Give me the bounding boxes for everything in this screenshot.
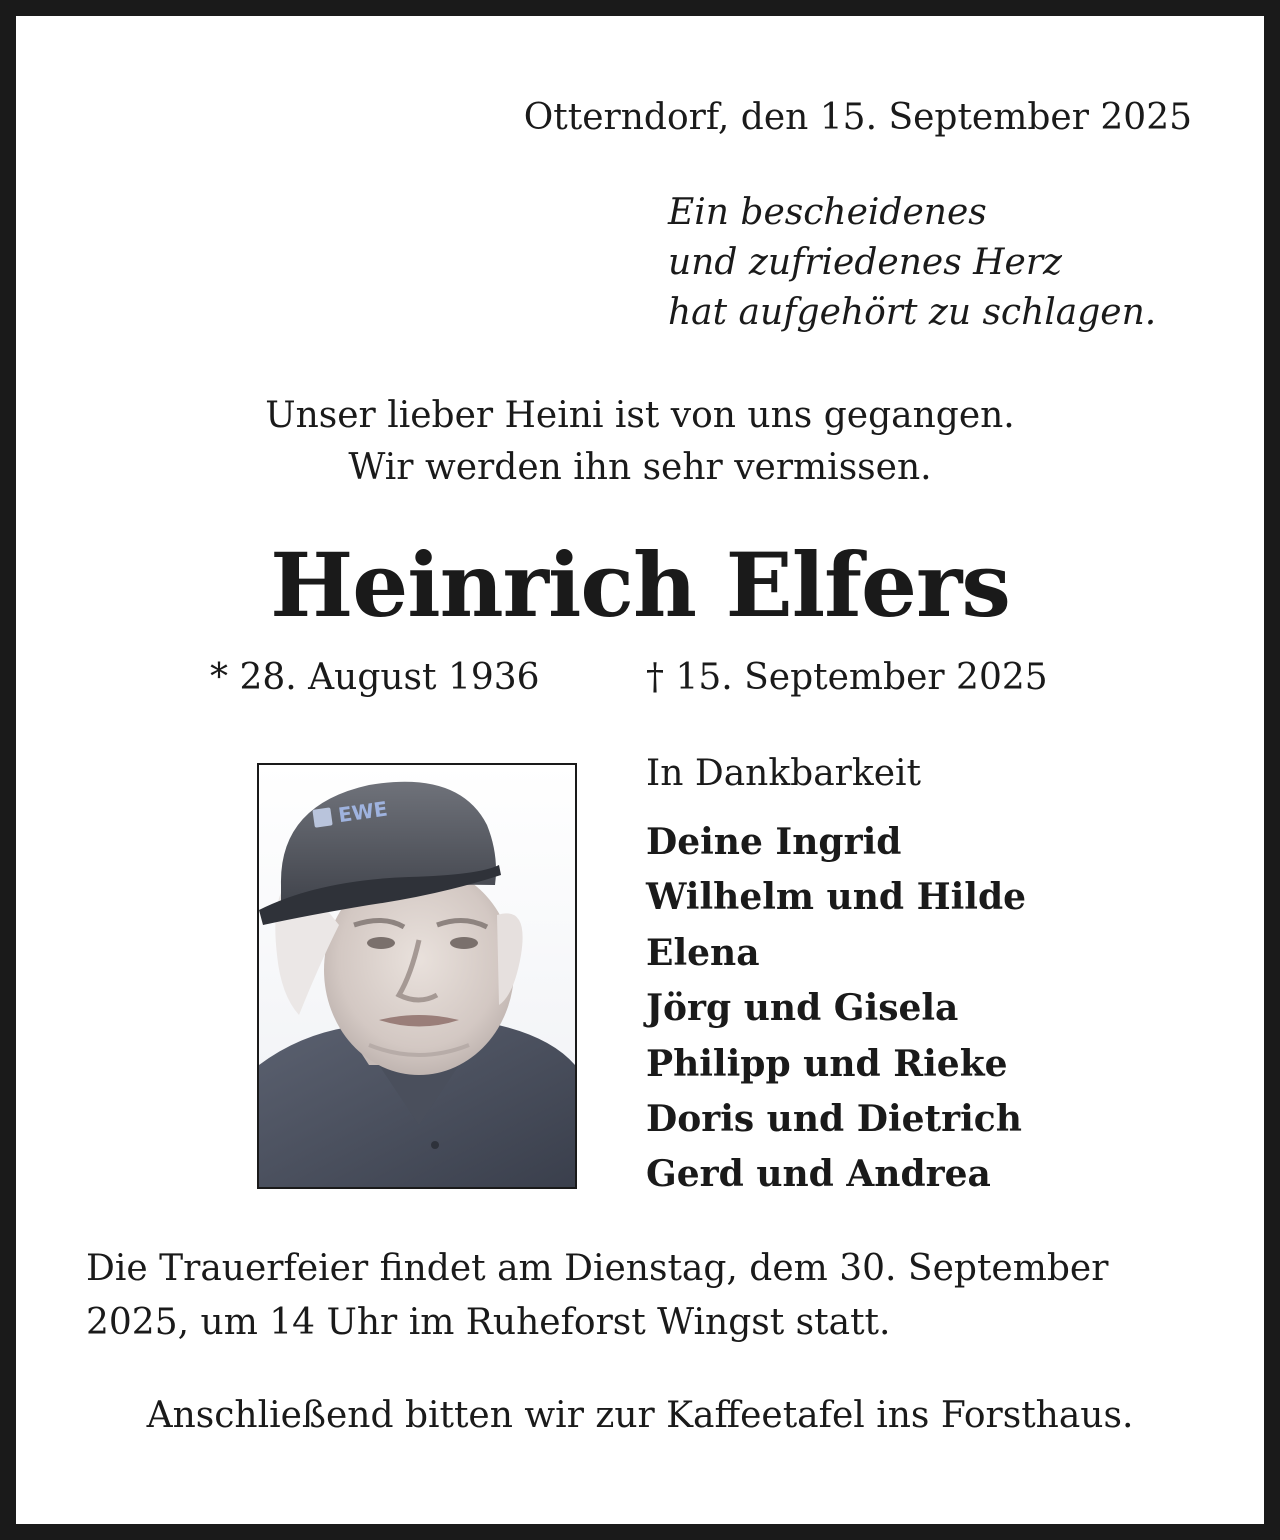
intro-line: Unser lieber Heini ist von uns gegangen. [265, 395, 1015, 436]
deceased-name: Heinrich Elfers [270, 533, 1010, 637]
intro-text [0, 390, 1280, 494]
mourner-name: Gerd und Andrea [646, 1153, 991, 1196]
quote-line: Ein bescheidenes [668, 192, 987, 233]
death-date: † 15. September 2025 [646, 657, 1048, 698]
mourner-name: Elena [646, 931, 760, 974]
portrait-image [259, 765, 575, 1187]
dateline: Otterndorf, den 15. September 2025 [523, 97, 1192, 138]
quote-line: und zufriedenes Herz [668, 242, 1062, 283]
memorial-quote [668, 188, 1156, 338]
service-announcement [86, 1242, 1206, 1350]
mourner-name: Wilhelm und Hilde [646, 876, 1027, 919]
cap-logo: EWE [336, 796, 389, 828]
mourner-name: Deine Ingrid [646, 821, 902, 863]
mourner-name: Jörg und Gisela [646, 987, 959, 1030]
portrait-photo [257, 763, 577, 1189]
service-line: 2025, um 14 Uhr im Ruheforst Wingst statt. [86, 1302, 891, 1343]
intro-line: Wir werden ihn sehr vermissen. [348, 447, 932, 488]
mourner-name: Doris und Dietrich [646, 1098, 1022, 1141]
closing-note: Anschließend bitten wir zur Kaffeetafel ins Forsthaus. [146, 1395, 1134, 1436]
mourner-name: Philipp und Rieke [646, 1042, 1008, 1085]
gratitude-label: In Dankbarkeit [646, 753, 921, 794]
birth-date: * 28. August 1936 [210, 657, 540, 698]
service-line: Die Trauerfeier findet am Dienstag, dem 30. September [86, 1248, 1109, 1289]
mourners-list [646, 815, 1026, 1203]
quote-line: hat aufgehört zu schlagen. [668, 292, 1157, 333]
